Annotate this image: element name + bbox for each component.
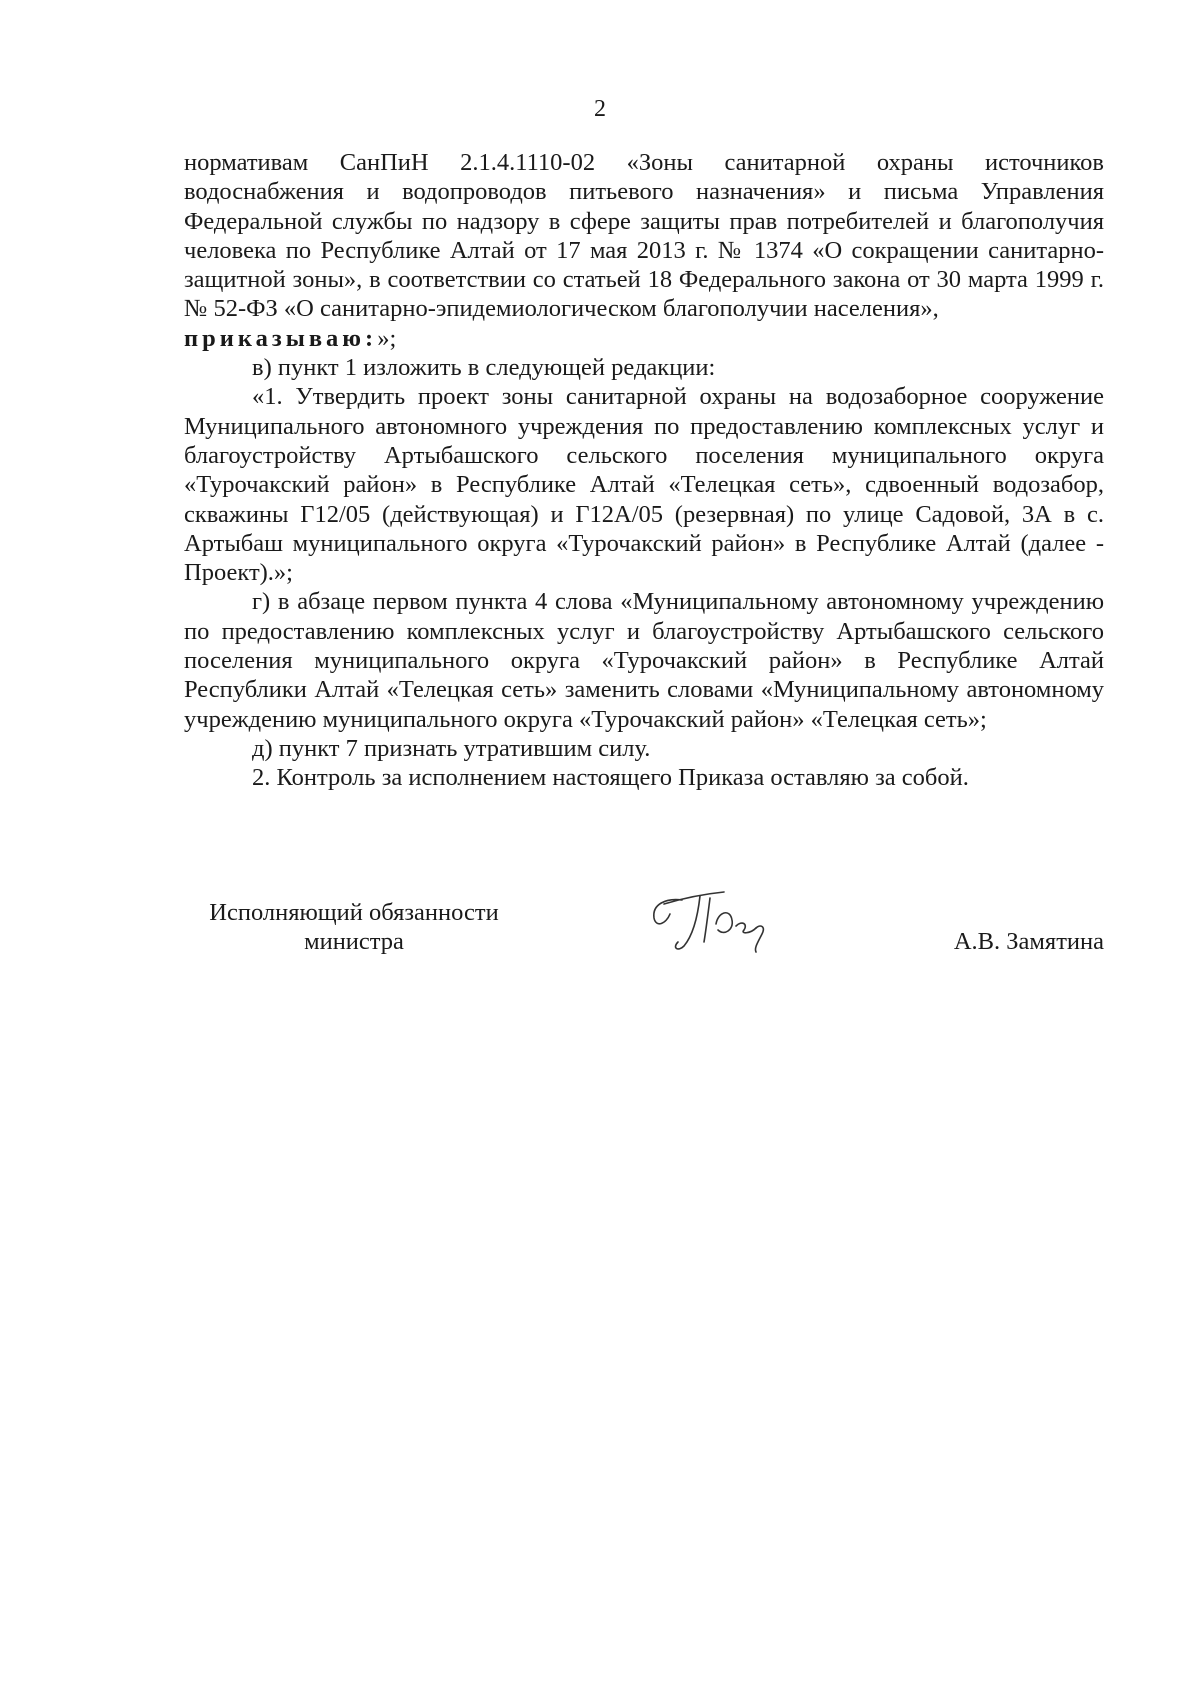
- order-keyword-tail: »;: [377, 324, 397, 352]
- paragraph-item-g: г) в абзаце первом пункта 4 слова «Муниципальному автономному учреждению по предоставлению комплексных услуг и благоустройству Артыбашского сельского поселения муниципального округа «Турочакский район» в Республике Алтай Республики Алтай «Телецкая сеть» заменить словами «Муниципальному автономному учреждению муниципального округа «Турочакский район» «Телецкая сеть»;: [184, 588, 1104, 733]
- paragraph-normative-basis: [184, 148, 1104, 353]
- signatory-position: [194, 898, 514, 957]
- signatory-position-line2: министра: [304, 928, 404, 956]
- signature-block: [184, 898, 1104, 978]
- signatory-position-line1: Исполняющий обязанности: [209, 899, 499, 926]
- paragraph-item-v: в) пункт 1 изложить в следующей редакции:: [252, 354, 716, 382]
- signatory-name: А.В. Замятина: [953, 928, 1104, 955]
- paragraph-control: 2. Контроль за исполнением настоящего Приказа оставляю за собой.: [252, 764, 969, 792]
- paragraph-normative-basis-text: нормативам СанПиН 2.1.4.1110-02 «Зоны санитарной охраны источников водоснабжения и водопроводов питьевого назначения» и письма Управления Федеральной службы по надзору в сфере защиты прав потребителей и благополучия человека по Республике Алтай от 17 мая 2013 г. № 1374 «О сокращении санитарно-защитной зоны», в соответствии со статьей 18 Федерального закона от 30 марта 1999 г. № 52-ФЗ «О санитарно-эпидемиологическом благополучии населения»,: [184, 149, 1104, 323]
- paragraph-item-d: д) пункт 7 признать утратившим силу.: [252, 734, 651, 762]
- handwritten-signature: [644, 884, 794, 964]
- order-keyword: приказываю:: [184, 324, 378, 352]
- page-number: 2: [594, 96, 606, 122]
- document-body: [184, 148, 1104, 793]
- paragraph-item-1-new-wording: «1. Утвердить проект зоны санитарной охраны на водозаборное сооружение Муниципального автономного учреждения по предоставлению комплексных услуг и благоустройству Артыбашского сельского поселения муниципального округа «Турочакский район» в Республике Алтай «Телецкая сеть», сдвоенный водозабор, скважины Г12/05 (действующая) и Г12А/05 (резервная) по улице Садовой, 3А в с. Артыбаш муниципального округа «Турочакский район» в Республике Алтай (далее - Проект).»;: [184, 383, 1104, 587]
